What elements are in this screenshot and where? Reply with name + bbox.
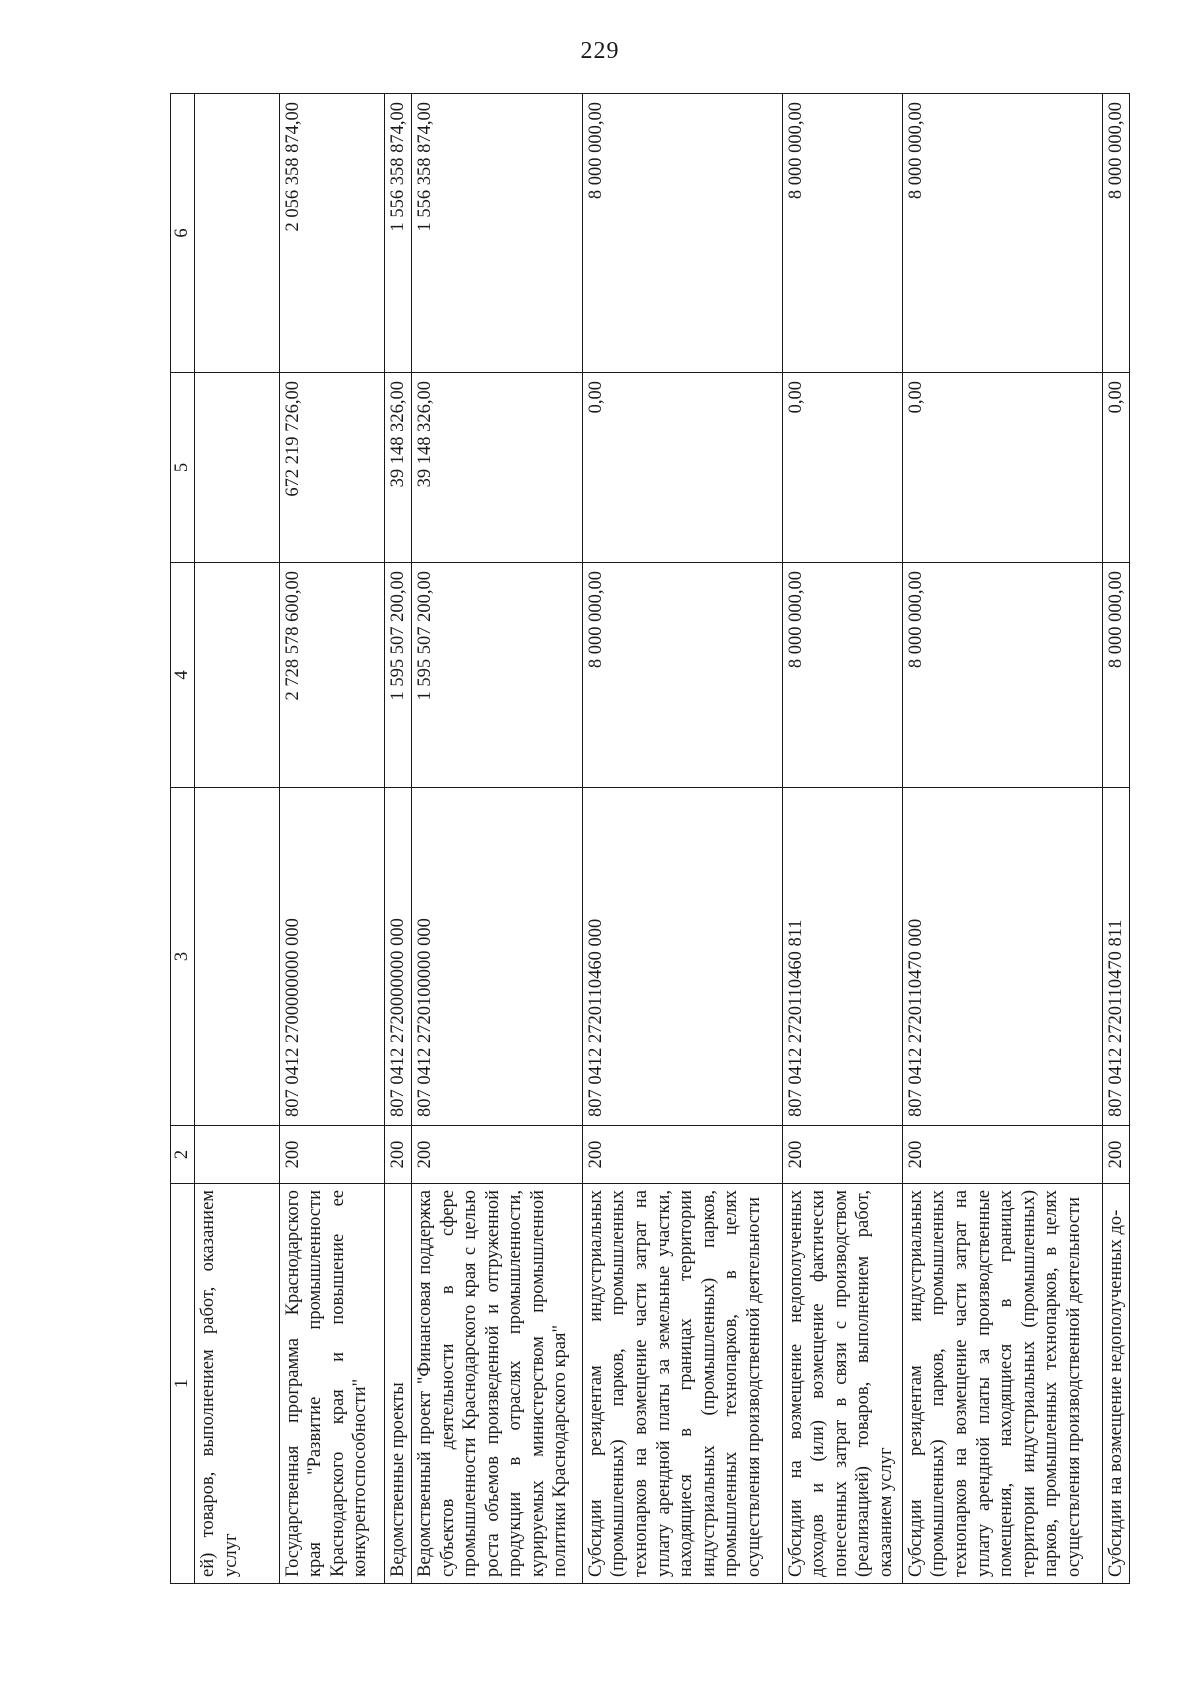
row-code (195, 1126, 279, 1184)
row-sum-1: 1 595 507 200,00 (384, 563, 411, 788)
table-row (902, 94, 1102, 1584)
table-rotor (170, 94, 1130, 1584)
row-name: Субсидии на возмещение недополученных доходов и (или) возмещение фактически понесенных затрат в связи с производством (реализацией) товаров, выполнением работ, оказанием услуг (782, 1184, 902, 1584)
row-code: 200 (782, 1126, 902, 1184)
row-sum-3: 8 000 000,00 (1102, 94, 1129, 373)
row-sum-3 (195, 94, 279, 373)
row-sum-1: 8 000 000,00 (902, 563, 1102, 788)
row-sum-1: 8 000 000,00 (1102, 563, 1129, 788)
column-header: 1 (171, 1184, 195, 1584)
table-row (412, 94, 583, 1584)
row-classification: 807 0412 2720110470 811 (1102, 788, 1129, 1126)
row-sum-2: 0,00 (902, 373, 1102, 563)
row-classification (195, 788, 279, 1126)
row-name: Ведомственный проект "Финансовая поддержка субъектов деятельности в сфере промышленности Краснодарского края с целью роста объемов произведенной и отгруженной продукции в отраслях промышленности, курируемых министерством промышленной политики Краснодарского края" (412, 1184, 583, 1584)
budget-table (170, 93, 1130, 1584)
row-code: 200 (582, 1126, 782, 1184)
row-code: 200 (1102, 1126, 1129, 1184)
row-sum-2: 672 219 726,00 (279, 373, 384, 563)
row-sum-2: 0,00 (782, 373, 902, 563)
header-row (171, 94, 195, 1584)
row-name: Ведомственные проекты (384, 1184, 411, 1584)
table-row (1102, 94, 1129, 1584)
table-row (782, 94, 902, 1584)
row-name: ей) товаров, выполнением работ, оказанием услуг (195, 1184, 279, 1584)
row-code: 200 (279, 1126, 384, 1184)
row-classification: 807 0412 2720110460 811 (782, 788, 902, 1126)
row-sum-3: 1 556 358 874,00 (384, 94, 411, 373)
row-sum-3: 8 000 000,00 (582, 94, 782, 373)
row-sum-2: 39 148 326,00 (384, 373, 411, 563)
row-code: 200 (384, 1126, 411, 1184)
table-row (279, 94, 384, 1584)
row-name: Субсидии на возмещение недополученных до- (1102, 1184, 1129, 1584)
column-header: 2 (171, 1126, 195, 1184)
row-sum-2: 0,00 (1102, 373, 1129, 563)
row-sum-3: 8 000 000,00 (902, 94, 1102, 373)
row-classification: 807 0412 2720110460 000 (582, 788, 782, 1126)
row-name: Государственная программа Краснодарского края "Развитие промышленности Краснодарского края и повышение ее конкурентоспособности" (279, 1184, 384, 1584)
row-classification: 807 0412 2720110470 000 (902, 788, 1102, 1126)
column-header: 5 (171, 373, 195, 563)
column-header: 4 (171, 563, 195, 788)
row-sum-1: 8 000 000,00 (782, 563, 902, 788)
page-number: 229 (580, 38, 620, 64)
row-classification: 807 0412 2720100000 000 (412, 788, 583, 1126)
row-sum-2: 0,00 (582, 373, 782, 563)
row-sum-2 (195, 373, 279, 563)
row-sum-2: 39 148 326,00 (412, 373, 583, 563)
rotated-table-area (170, 94, 1130, 1584)
column-header: 6 (171, 94, 195, 373)
table-row (582, 94, 782, 1584)
row-sum-3: 8 000 000,00 (782, 94, 902, 373)
row-classification: 807 0412 2720000000 000 (384, 788, 411, 1126)
row-code: 200 (412, 1126, 583, 1184)
table-row (384, 94, 411, 1584)
row-code: 200 (902, 1126, 1102, 1184)
row-name: Субсидии резидентам индустриальных (промышленных) парков, промышленных технопарков на возмещение части затрат на уплату арендной платы за земельные участки, находящиеся в границах территории индустриальных (промышленных) парков, промышленных технопарков, в целях осуществления производственной деятельности (582, 1184, 782, 1584)
row-sum-3: 2 056 358 874,00 (279, 94, 384, 373)
row-sum-1: 2 728 578 600,00 (279, 563, 384, 788)
row-sum-1 (195, 563, 279, 788)
column-header: 3 (171, 788, 195, 1126)
row-classification: 807 0412 2700000000 000 (279, 788, 384, 1126)
table-row (195, 94, 279, 1584)
row-sum-1: 8 000 000,00 (582, 563, 782, 788)
row-name: Субсидии резидентам индустриальных (промышленных) парков, промышленных технопарков на возмещение части затрат на уплату арендной платы за производственные помещения, находящиеся в границах территории индустриальных (промышленных) парков, промышленных технопарков, в целях осуществления производственной деятельности (902, 1184, 1102, 1584)
row-sum-3: 1 556 358 874,00 (412, 94, 583, 373)
row-sum-1: 1 595 507 200,00 (412, 563, 583, 788)
